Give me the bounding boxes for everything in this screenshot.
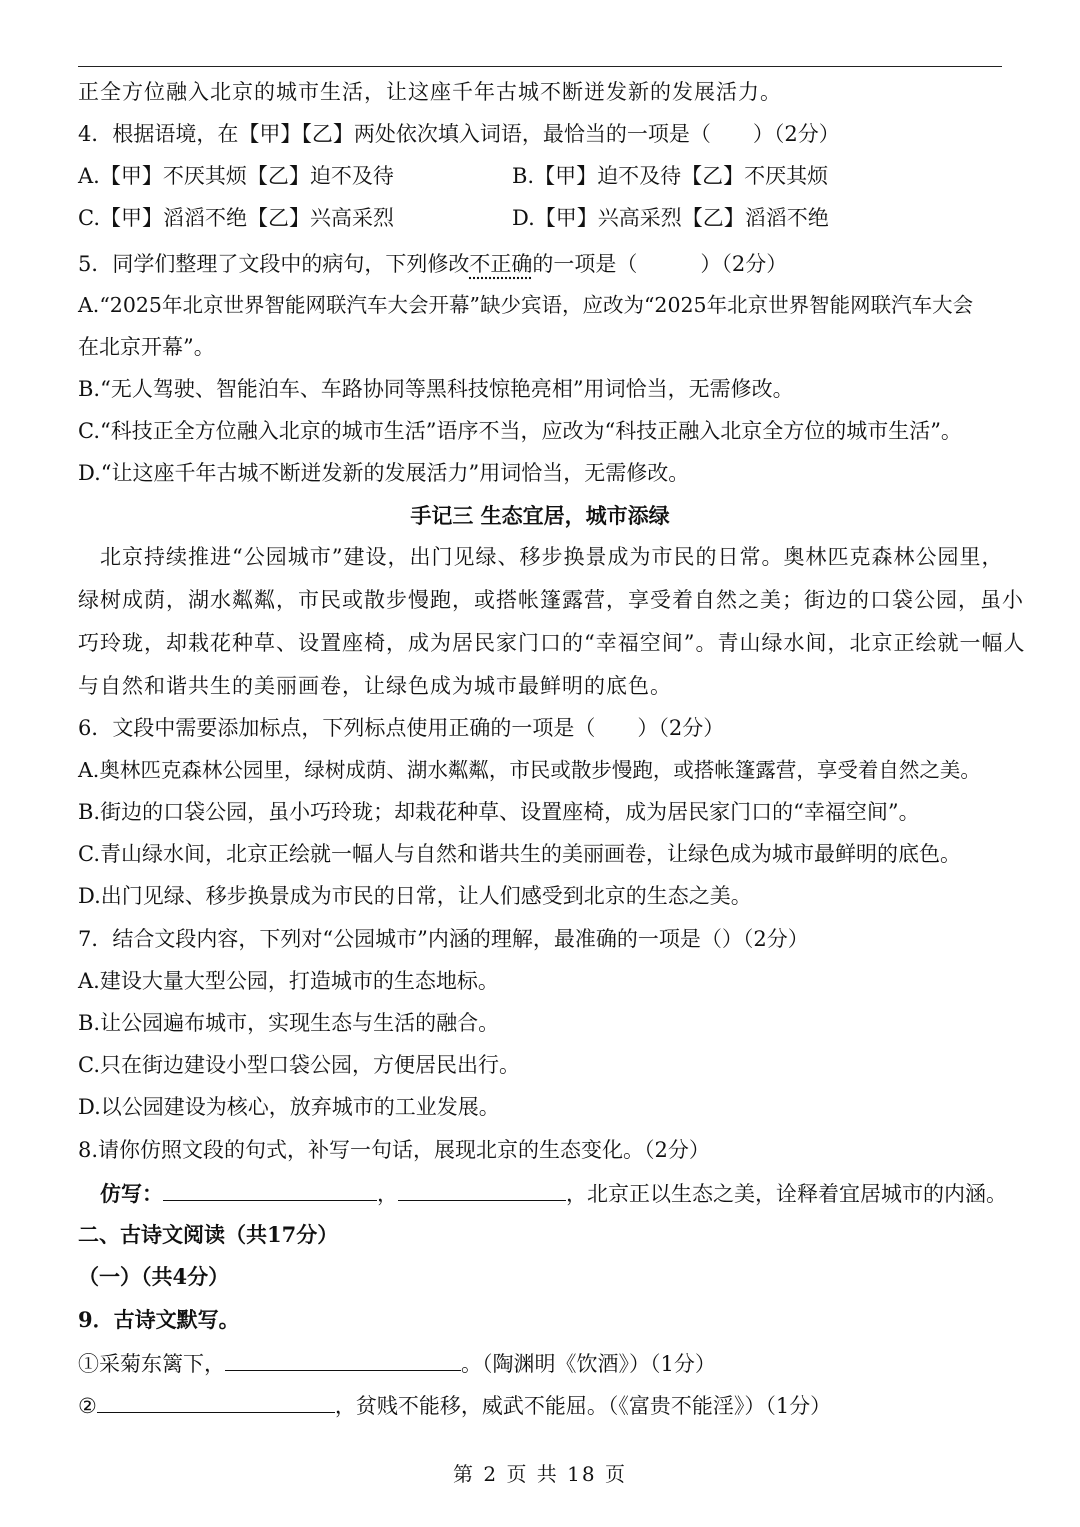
- q4-option-c: C.【甲】滔滔不绝【乙】兴高采烈: [78, 206, 394, 230]
- q6-option-b: B.街边的口袋公园，虽小巧玲珑；却栽花种草、设置座椅，成为居民家门口的“幸福空间”。: [78, 800, 920, 824]
- q5-stem-pre: 5．同学们整理了文段中的病句，下列修改: [78, 252, 470, 276]
- passage-continuation: 正全方位融入北京的城市生活，让这座千年古城不断迸发新的发展活力。: [78, 80, 782, 104]
- q8-tail: ，北京正以生态之美，诠释着宜居城市的内涵。: [566, 1182, 1007, 1206]
- section3-para-line3: 巧玲珑，却栽花种草、设置座椅，成为居民家门口的“幸福空间”。青山绿水间，北京正绘就一幅人: [78, 631, 1026, 655]
- q9-item-2-pre: ②: [78, 1394, 97, 1418]
- part2-subheading: （一）（共4分）: [78, 1264, 230, 1289]
- section3-para-line4: 与自然和谐共生的美丽画卷，让绿色成为城市最鲜明的底色。: [78, 674, 672, 698]
- q5-option-d: D.“让这座千年古城不断迸发新的发展活力”用词恰当，无需修改。: [78, 461, 690, 485]
- q4-option-b: B.【甲】迫不及待【乙】不厌其烦: [512, 164, 829, 188]
- q5-stem-emphasis: 不正确: [469, 252, 533, 276]
- q8-answer-line: [100, 1178, 1010, 1208]
- section3-para-line1: 北京持续推进“公园城市”建设，出门见绿、移步换景成为市民的日常。奥林匹克森林公园里，: [100, 545, 1004, 569]
- q9-item-2-post: ，贫贱不能移，威武不能屈。（《富贵不能淫》）（1分）: [334, 1394, 832, 1418]
- q6-option-c: C.青山绿水间，北京正绘就一幅人与自然和谐共生的美丽画卷，让绿色成为城市最鲜明的底色。: [78, 842, 961, 866]
- q7-option-d: D.以公园建设为核心，放弃城市的工业发展。: [78, 1095, 500, 1119]
- q5-option-a-line1: A.“2025年北京世界智能网联汽车大会开幕”缺少宾语，应改为“2025年北京世界智能网联汽车大会: [78, 293, 974, 317]
- q6-stem: 6．文段中需要添加标点，下列标点使用正确的一项是（ ）（2分）: [78, 716, 725, 740]
- top-rule: [78, 66, 1002, 67]
- q6-option-a: A.奥林匹克森林公园里，绿树成荫、湖水粼粼，市民或散步慢跑，或搭帐篷露营，享受着自然之美。: [78, 758, 981, 782]
- q7-option-a: A.建设大量大型公园，打造城市的生态地标。: [78, 969, 499, 993]
- q7-option-b: B.让公园遍布城市，实现生态与生活的融合。: [78, 1011, 500, 1035]
- q8-label: 仿写：: [100, 1181, 163, 1206]
- q4-option-a: A.【甲】不厌其烦【乙】迫不及待: [78, 164, 394, 188]
- q5-option-c: C.“科技正全方位融入北京的城市生活”语序不当，应改为“科技正融入北京全方位的城市生活”。: [78, 419, 962, 443]
- page-footer: 第 2 页 共 18 页: [453, 1462, 627, 1486]
- q5-stem-post: 的一项是（ ）（2分）: [532, 252, 788, 276]
- q5-option-a-line2: 在北京开幕”。: [78, 335, 215, 359]
- q9-item-1-post: 。（陶渊明《饮酒》）（1分）: [461, 1352, 716, 1376]
- q9-item-1-pre: ①采菊东篱下，: [78, 1352, 225, 1376]
- section3-title: 手记三 生态宜居，城市添绿: [410, 503, 670, 528]
- section3-para-line2: 绿树成荫，湖水粼粼，市民或散步慢跑，或搭帐篷露营，享受着自然之美；街边的口袋公园，虽小: [78, 588, 1024, 612]
- part2-heading: 二、古诗文阅读（共17分）: [78, 1222, 339, 1247]
- q6-option-d: D.出门见绿、移步换景成为市民的日常，让人们感受到北京的生态之美。: [78, 884, 752, 908]
- q5-stem: [78, 250, 1008, 278]
- q5-option-b: B.“无人驾驶、智能泊车、车路协同等黑科技惊艳亮相”用词恰当，无需修改。: [78, 377, 794, 401]
- q9-item-1: [78, 1348, 1008, 1378]
- q8-blank-1[interactable]: [163, 1178, 377, 1201]
- q4-stem: 4．根据语境，在【甲】【乙】两处依次填入词语，最恰当的一项是（ ）（2分）: [78, 122, 840, 146]
- q9-item-1-blank[interactable]: [225, 1348, 461, 1371]
- q9-item-2: [78, 1390, 1008, 1420]
- q7-option-c: C.只在街边建设小型口袋公园，方便居民出行。: [78, 1053, 520, 1077]
- q7-stem: 7．结合文段内容，下列对“公园城市”内涵的理解，最准确的一项是（）（2分）: [78, 927, 809, 951]
- q4-option-d: D.【甲】兴高采烈【乙】滔滔不绝: [512, 206, 829, 230]
- q8-comma: ，: [377, 1182, 398, 1206]
- q9-item-2-blank[interactable]: [97, 1390, 335, 1413]
- q8-stem: 8.请你仿照文段的句式，补写一句话，展现北京的生态变化。（2分）: [78, 1138, 710, 1162]
- q9-stem: 9．古诗文默写。: [78, 1307, 240, 1332]
- q8-blank-2[interactable]: [398, 1178, 566, 1201]
